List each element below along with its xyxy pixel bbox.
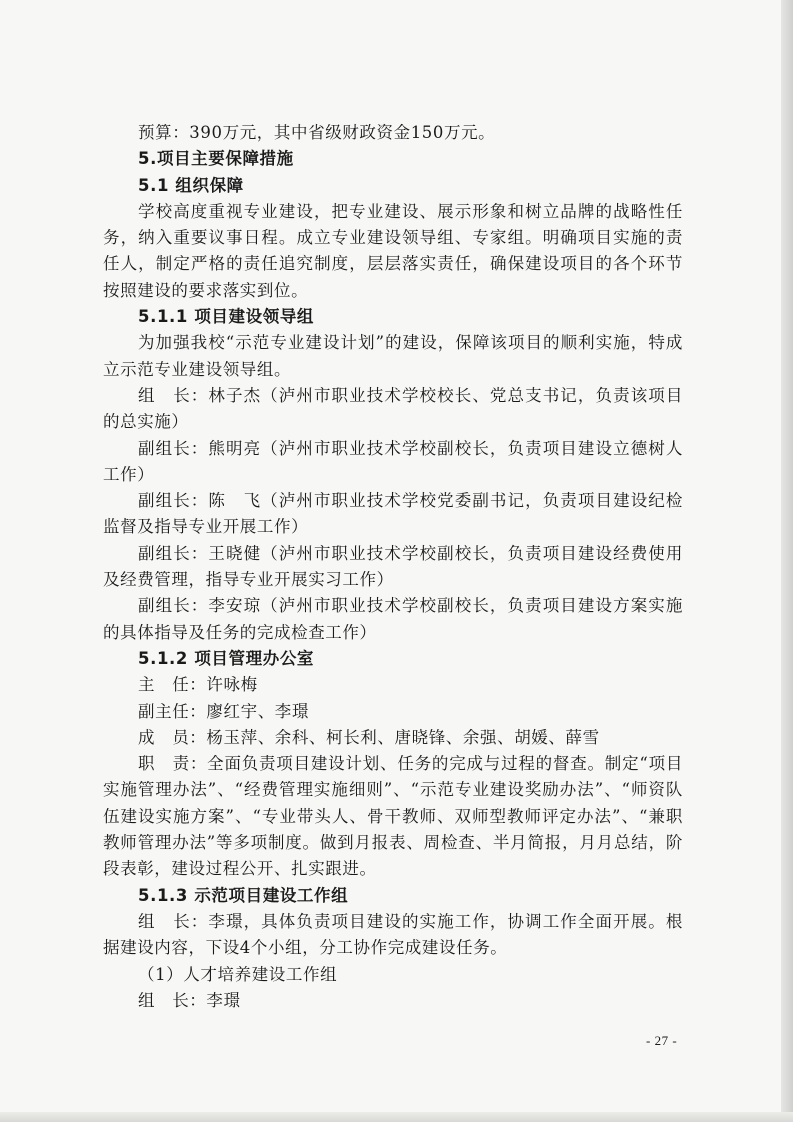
page-body [103,120,683,1014]
scan-edge-bottom [0,1112,793,1122]
section-heading-5-1-2: 5.1.2 项目管理办公室 [138,648,315,668]
group-leader-entry: 组 长：林子杰（泸州市职业技术学校校长、党总支书记，负责该项目的总实施） [103,385,683,432]
members-entry: 成 员：杨玉萍、余科、柯长利、唐晓锋、余强、胡媛、薛雪 [138,727,600,747]
budget-line: 预算：390万元，其中省级财政资金150万元。 [138,123,496,142]
section-heading-5-1-3: 5.1.3 示范项目建设工作组 [138,885,349,905]
duties-entry: 职 责：全面负责项目建设计划、任务的完成与过程的督查。制定“项目实施管理办法”、“经费管理实施细则”、“示范专业建设奖励办法”、“师资队伍建设实施方案”、“专业带头人、骨干教师、双师型教师评定办法”、“兼职教师管理办法”等多项制度。做到月报表、周检查、半月简报，月月总结，阶段表彰，建设过程公开、扎实跟进。 [103,754,683,879]
subgroup-1-leader: 组 长：李璟 [138,990,241,1010]
deputy-leader-entry-3: 副组长：王晓健（泸州市职业技术学校副校长，负责项目建设经费使用及经费管理，指导专业开展实习工作） [103,543,683,590]
deputy-leader-entry-2: 副组长：陈 飞（泸州市职业技术学校党委副书记，负责项目建设纪检监督及指导专业开展工作） [103,491,683,537]
page-number: - 27 - [646,1033,678,1048]
section-heading-5-1: 5.1 组织保障 [138,175,244,195]
workgroup-leader-entry: 组 长：李璟，具体负责项目建设的实施工作，协调工作全面开展。根据建设内容，下设4个小组，分工协作完成建设任务。 [103,911,683,958]
deputy-leader-entry-1: 副组长：熊明亮（泸州市职业技术学校副校长，负责项目建设立德树人工作） [103,438,683,484]
subgroup-1-title: （1）人才培养建设工作组 [138,964,338,984]
section-heading-5-1-1: 5.1.1 项目建设领导组 [138,307,315,327]
director-entry: 主 任：许咏梅 [138,675,258,695]
leading-group-intro: 为加强我校“示范专业建设计划”的建设，保障该项目的顺利实施，特成立示范专业建设领导组。 [103,333,683,379]
deputy-leader-entry-4: 副组长：李安琼（泸州市职业技术学校副校长，负责项目建设方案实施的具体指导及任务的完成检查工作） [103,596,683,642]
org-guarantee-paragraph: 学校高度重视专业建设，把专业建设、展示形象和树立品牌的战略性任务，纳入重要议事日程。成立专业建设领导组、专家组。明确项目实施的责任人，制定严格的责任追究制度，层层落实责任，确保建设项目的各个环节按照建设的要求落实到位。 [103,201,683,300]
scan-edge-right [781,0,793,1122]
section-heading-5: 5.项目主要保障措施 [138,149,294,169]
deputy-director-entry: 副主任：廖红宇、李璟 [138,701,309,721]
